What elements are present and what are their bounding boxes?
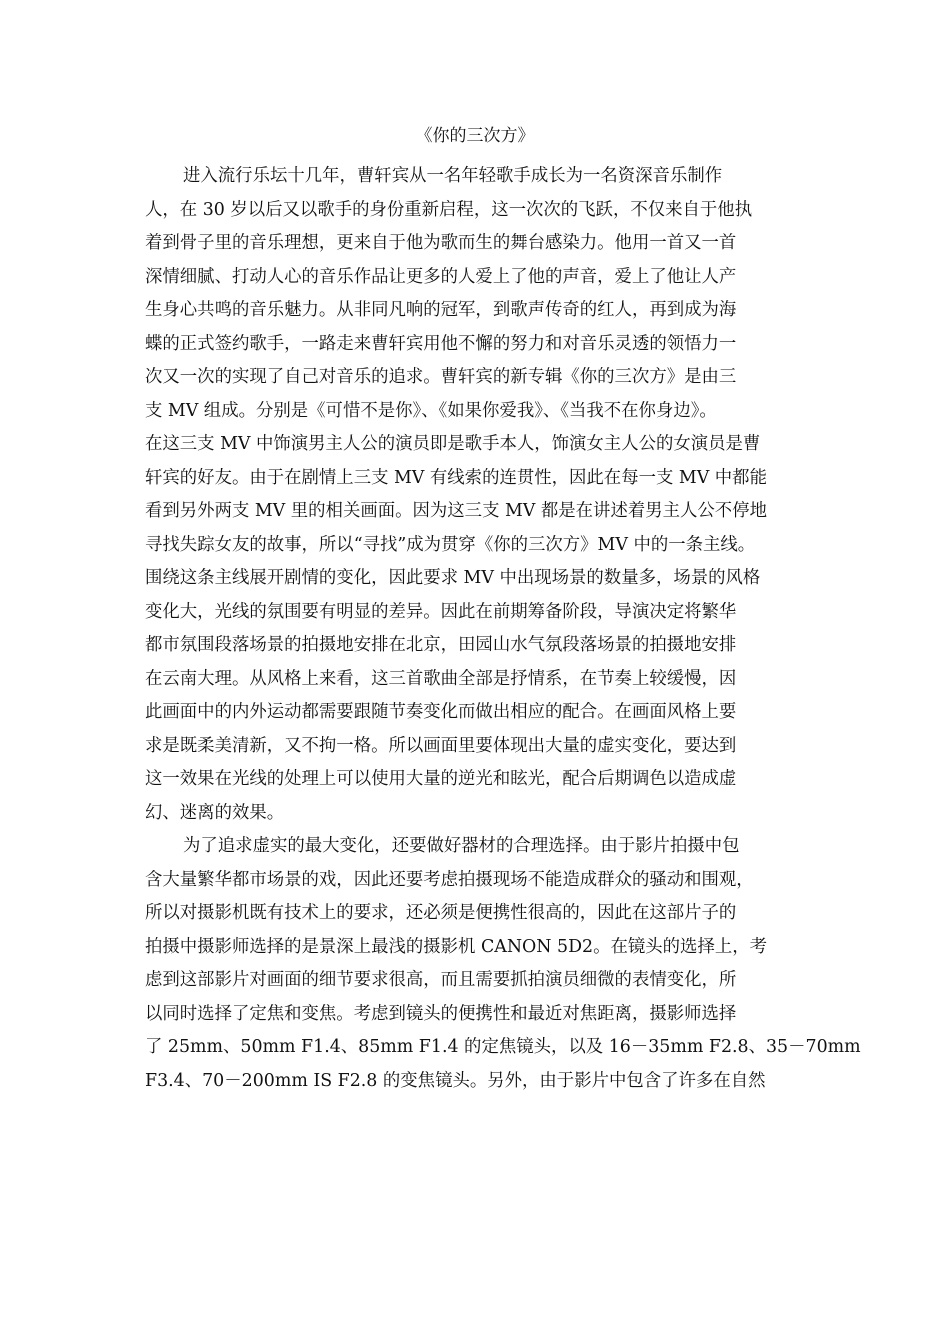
document-body (145, 160, 861, 1098)
paragraph-1-line-3: 着到骨子里的音乐理想，更来自于他为歌而生的舞台感染力。他用一首又一首 (145, 233, 737, 253)
paragraph-1-line-12: 寻找失踪女友的故事，所以“寻找”成为贯穿《你的三次方》MV 中的一条主线。 (145, 534, 756, 555)
paragraph-1-line-6: 蝶的正式签约歌手，一路走来曹轩宾用他不懈的努力和对音乐灵透的领悟力一 (145, 333, 737, 354)
paragraph-2-line-7: 了 25mm、50mm F1.4、85mm F1.4 的定焦镜头，以及 16－35mm F2.8、35－70mm (145, 1037, 861, 1057)
paragraph-1-line-16: 在云南大理。从风格上来看，这三首歌曲全部是抒情系，在节奏上较缓慢，因 (145, 668, 737, 689)
paragraph-1-line-14: 变化大，光线的氛围要有明显的差异。因此在前期筹备阶段，导演决定将繁华 (145, 601, 737, 622)
paragraph-1-line-11: 看到另外两支 MV 里的相关画面。因为这三支 MV 都是在讲述着男主人公不停地 (145, 501, 767, 521)
paragraph-1-line-15: 都市氛围段落场景的拍摄地安排在北京，田园山水气氛段落场景的拍摄地安排 (145, 635, 737, 655)
paragraph-1-line-2: 人，在 30 岁以后又以歌手的身份重新启程，这一次次的飞跃，不仅来自于他执 (145, 199, 753, 220)
paragraph-2-line-4: 拍摄中摄影师选择的是景深上最浅的摄影机 CANON 5D2。在镜头的选择上，考 (145, 936, 768, 957)
paragraph-1-line-17: 此画面中的内外运动都需要跟随节奏变化而做出相应的配合。在画面风格上要 (145, 702, 737, 722)
paragraph-2-line-5: 虑到这部影片对画面的细节要求很高，而且需要抓拍演员细微的表情变化，所 (145, 970, 737, 990)
paragraph-1-line-10: 轩宾的好友。由于在剧情上三支 MV 有线索的连贯性，因此在每一支 MV 中都能 (145, 467, 767, 488)
paragraph-2-line-3: 所以对摄影机既有技术上的要求，还必须是便携性很高的，因此在这部片子的 (145, 903, 737, 923)
document-title: 《你的三次方》 (415, 126, 535, 146)
paragraph-1-line-7: 次又一次的实现了自己对音乐的追求。曹轩宾的新专辑《你的三次方》是由三 (145, 367, 737, 387)
paragraph-1-line-13: 围绕这条主线展开剧情的变化，因此要求 MV 中出现场景的数量多，场景的风格 (145, 568, 761, 588)
paragraph-1-line-19: 这一效果在光线的处理上可以使用大量的逆光和眩光，配合后期调色以造成虚 (145, 769, 737, 789)
paragraph-1-line-4: 深情细腻、打动人心的音乐作品让更多的人爱上了他的声音，爱上了他让人产 (145, 266, 737, 287)
paragraph-1-line-5: 生身心共鸣的音乐魅力。从非同凡响的冠军，到歌声传奇的红人，再到成为海 (145, 300, 737, 320)
paragraph-1-line-9: 在这三支 MV 中饰演男主人公的演员即是歌手本人，饰演女主人公的女演员是曹 (145, 434, 761, 454)
paragraph-2-line-6: 以同时选择了定焦和变焦。考虑到镜头的便携性和最近对焦距离，摄影师选择 (145, 1003, 737, 1024)
paragraph-2-line-8: F3.4、70－200mm IS F2.8 的变焦镜头。另外，由于影片中包含了许多在自然 (145, 1070, 766, 1091)
paragraph-2-line-2: 含大量繁华都市场景的戏，因此还要考虑拍摄现场不能造成群众的骚动和围观， (145, 869, 754, 890)
paragraph-1-line-1: 进入流行乐坛十几年，曹轩宾从一名年轻歌手成长为一名资深音乐制作 (183, 166, 723, 186)
paragraph-2-line-1: 为了追求虚实的最大变化，还要做好器材的合理选择。由于影片拍摄中包 (183, 836, 740, 856)
paragraph-1-line-18: 求是既柔美清新，又不拘一格。所以画面里要体现出大量的虚实变化，要达到 (145, 735, 737, 756)
paragraph-1-line-20: 幻、迷离的效果。 (145, 802, 285, 823)
paragraph-1-line-8: 支 MV 组成。分别是《可惜不是你》、《如果你爱我》、《当我不在你身边》。 (145, 400, 717, 421)
